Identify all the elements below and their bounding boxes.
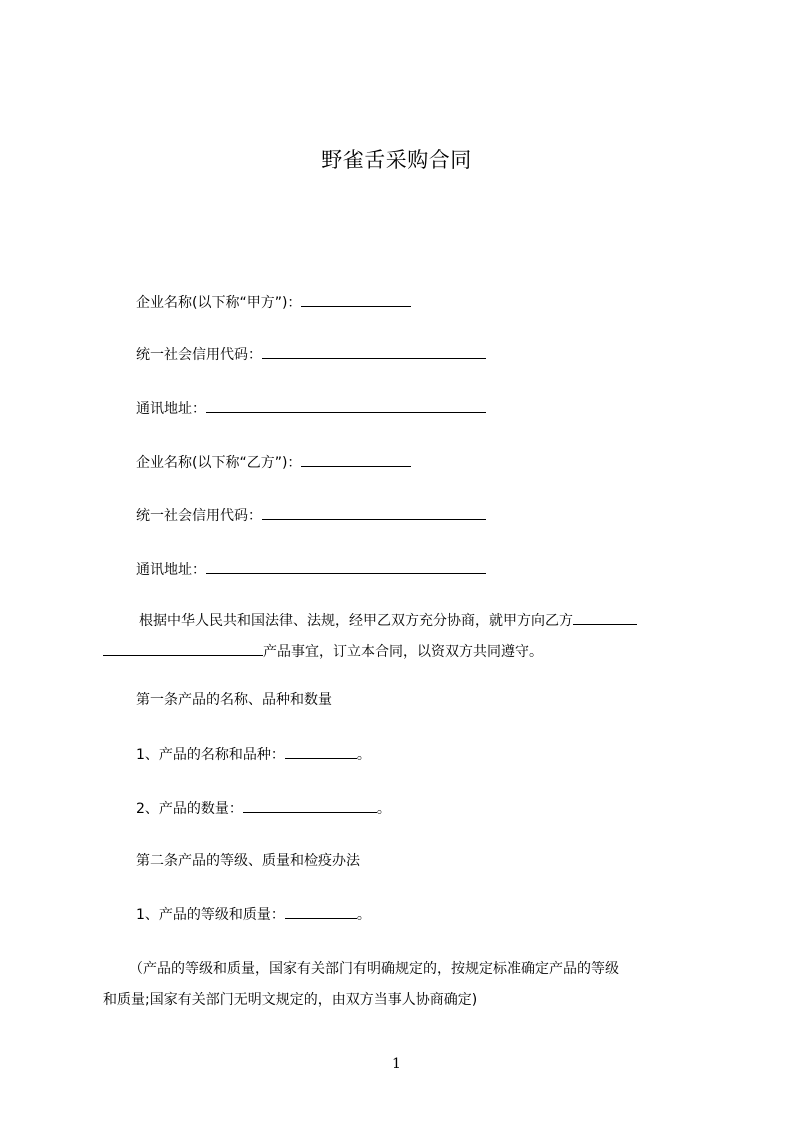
preamble-text-2: 产品事宜，订立本合同，以资双方共同遵守。 <box>263 644 543 660</box>
party-b-name-label: 企业名称(以下称“乙方”)： <box>136 455 302 471</box>
party-a-address-label: 通讯地址： <box>136 401 206 417</box>
party-b-credit-blank <box>262 505 486 520</box>
article1-heading: 第一条产品的名称、品种和数量 <box>136 692 332 708</box>
preamble-blank-1 <box>573 610 637 625</box>
article1-item1-line <box>136 744 371 765</box>
document-title: 野雀舌采购合同 <box>321 148 472 172</box>
article2-item1-line <box>136 904 371 925</box>
party-b-name-line <box>136 452 411 473</box>
party-a-address-blank <box>206 398 486 413</box>
party-b-address-line <box>136 559 486 580</box>
article2-item1-label: 1、产品的等级和质量： <box>136 907 285 923</box>
article2-heading: 第二条产品的等级、质量和检疫办法 <box>136 853 360 869</box>
article1-item1-blank <box>285 744 357 759</box>
article1-item2-end: 。 <box>376 801 391 817</box>
article2-note <box>103 954 703 1016</box>
party-a-credit-line <box>136 344 486 365</box>
article2-note-line2: 和质量;国家有关部门无明文规定的，由双方当事人协商确定) <box>103 992 478 1008</box>
party-b-name-blank <box>301 452 411 467</box>
party-a-address-line <box>136 398 486 419</box>
page-number: 1 <box>392 1056 401 1072</box>
preamble-paragraph <box>103 606 703 668</box>
party-a-name-blank <box>301 292 411 307</box>
preamble-blank-2 <box>103 641 263 656</box>
article2-item1-end: 。 <box>356 907 371 923</box>
article1-item2-label: 2、产品的数量： <box>136 801 243 817</box>
party-a-name-label: 企业名称(以下称“甲方”)： <box>136 295 302 311</box>
party-b-credit-line <box>136 505 486 526</box>
article1-item1-label: 1、产品的名称和品种： <box>136 747 285 763</box>
party-a-credit-blank <box>262 344 486 359</box>
article1-item1-end: 。 <box>356 747 371 763</box>
article2-note-line1: （产品的等级和质量，国家有关部门有明确规定的，按规定标准确定产品的等级 <box>129 961 619 977</box>
party-b-address-blank <box>206 559 486 574</box>
party-b-address-label: 通讯地址： <box>136 562 206 578</box>
preamble-text-1: 根据中华人民共和国法律、法规，经甲乙双方充分协商，就甲方向乙方 <box>139 613 573 629</box>
article1-item2-blank <box>243 798 377 813</box>
party-a-name-line <box>136 292 411 313</box>
party-a-credit-label: 统一社会信用代码： <box>136 347 262 363</box>
article1-item2-line <box>136 798 391 819</box>
party-b-credit-label: 统一社会信用代码： <box>136 508 262 524</box>
article2-item1-blank <box>285 904 357 919</box>
